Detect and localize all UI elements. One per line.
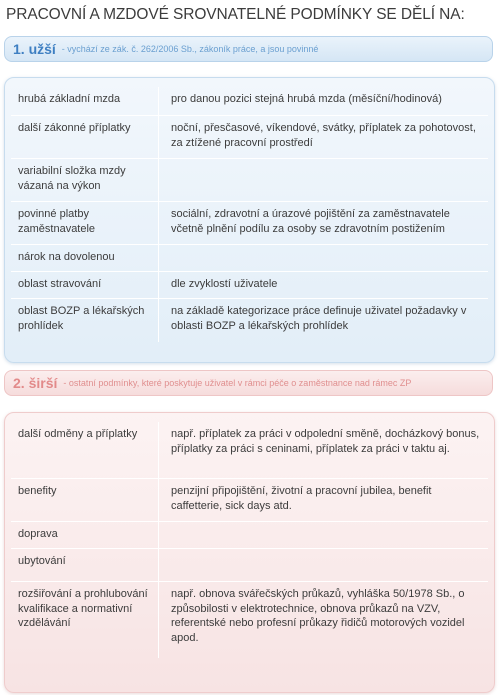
row-value: sociální, zdravotní a úrazové pojištění za zaměstnavatele včetně plnění podílu za osoby se zdravotním postižením — [159, 202, 488, 245]
row-value: pro danou pozici stejná hrubá mzda (měsíční/hodinová) — [159, 87, 488, 116]
table-row — [11, 202, 488, 245]
section-header-narrow — [4, 36, 493, 62]
row-label: nárok na dovolenou — [11, 245, 159, 272]
table-row — [11, 522, 488, 549]
row-label: doprava — [11, 522, 159, 549]
row-value — [159, 245, 488, 272]
row-label: další zákonné příplatky — [11, 116, 159, 159]
row-value: na základě kategorizace práce definuje uživatel požadavky v oblasti BOZP a lékařských prohlídek — [171, 305, 467, 332]
narrow-conditions-table — [11, 87, 488, 342]
row-label: oblast BOZP a lékařských prohlídek — [11, 299, 159, 342]
row-label: hrubá základní mzda — [11, 87, 159, 116]
row-value: penzijní připojištění, životní a pracovní jubilea, benefit caffetterie, sick days atd. — [159, 479, 488, 522]
section-number: 1. užší — [13, 41, 56, 57]
row-value — [159, 159, 488, 202]
table-row — [11, 159, 488, 202]
section-subtitle: - vychází ze zák. č. 262/2006 Sb., zákoník práce, a jsou povinné — [61, 44, 319, 54]
table-row — [11, 245, 488, 272]
table-row — [11, 87, 488, 116]
row-value — [159, 522, 488, 549]
section-header-broad — [4, 370, 493, 396]
broad-conditions-panel — [4, 412, 495, 693]
row-label: oblast stravování — [11, 272, 159, 299]
table-row — [11, 479, 488, 522]
row-value: noční, přesčasové, víkendové, svátky, příplatek za pohotovost, za ztížené pracovní prostředí — [159, 116, 488, 159]
section-number: 2. širší — [13, 375, 58, 391]
table-row — [11, 299, 488, 342]
narrow-conditions-panel — [4, 77, 495, 363]
row-label: benefity — [11, 479, 159, 522]
section-subtitle: - ostatní podmínky, které poskytuje uživatel v rámci péče o zaměstnance nad rámec ZP — [63, 378, 412, 388]
broad-conditions-table — [11, 422, 488, 658]
row-value — [159, 549, 488, 582]
table-row — [11, 582, 488, 658]
row-value: např. příplatek za práci v odpolední směně, docházkový bonus, příplatky za práci s ceninami, příplatek za práci v taktu aj. — [159, 422, 488, 479]
table-row — [11, 272, 488, 299]
row-label: povinné platby zaměstnavatele — [11, 202, 159, 245]
row-label: rozšiřování a prohlubování kvalifikace a normativní vzdělávání — [11, 582, 159, 658]
table-row — [11, 549, 488, 582]
table-row — [11, 116, 488, 159]
page-title: PRACOVNÍ A MZDOVÉ SROVNATELNÉ PODMÍNKY SE DĚLÍ NA: — [6, 6, 465, 23]
row-label: další odměny a příplatky — [11, 422, 159, 479]
row-value: dle zvyklostí uživatele — [159, 272, 488, 299]
row-label: variabilní složka mzdy vázaná na výkon — [11, 159, 159, 202]
row-value: např. obnova svářečských průkazů, vyhláška 50/1978 Sb., o způsobilosti v elektrotechnice, obnova průkazů na VZV, referentské nebo profesní průkazy řidičů motorových vozidel apod. — [171, 588, 465, 644]
row-label: ubytování — [11, 549, 159, 582]
table-row — [11, 422, 488, 479]
